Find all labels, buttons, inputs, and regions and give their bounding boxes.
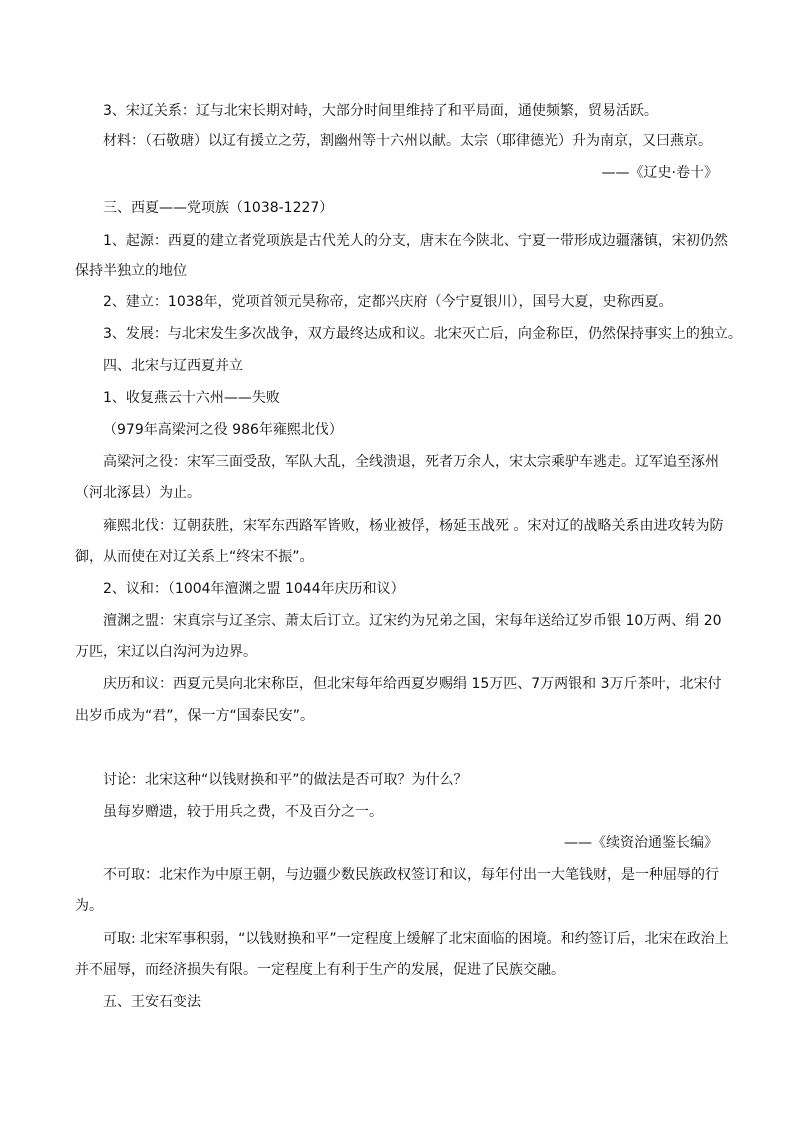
xixia-development-text: 3、发展：与北宋发生多次战争，双方最终达成和议。北宋灭亡后，向金称臣，仍然保持事实上的独立。: [103, 326, 742, 342]
for-line-1: 可取: 北宋军事积弱，“以钱财换和平”一定程度上缓解了北宋面临的困境。和约签订后，北宋在政治上: [103, 931, 729, 947]
quote-source-citation: ——《续资治通鉴长编》: [564, 835, 718, 851]
discussion-question: 讨论：北宋这种“以钱财换和平”的做法是否可取？为什么？: [103, 772, 468, 788]
liao-relation-text: 3、宋辽关系：辽与北宋长期对峙，大部分时间里维持了和平局面，通使频繁，贸易活跃。: [103, 103, 658, 119]
qingli-line-2: 出岁币成为“君”，保一方“国泰民安”。: [75, 708, 315, 724]
gaoliang-line-2: （河北涿县）为止。: [75, 485, 201, 501]
against-line-2: 为。: [75, 898, 103, 914]
wang-anshi-heading: 五、王安石变法: [103, 994, 201, 1010]
xixia-origin-line-1: 1、起源：西夏的建立者党项族是古代羌人的分支，唐末在今陕北、宁夏一带形成边疆藩镇，宋初仍然: [103, 233, 728, 249]
qingli-line-1: 庆历和议：西夏元昊向北宋称臣，但北宋每年给西夏岁赐绢 15万匹、7万两银和 3万斤茶叶，北宋付: [103, 676, 722, 692]
liao-source-citation: ——《辽史·卷十》: [601, 165, 718, 181]
xixia-founding-text: 2、建立：1038年，党项首领元昊称帝，定都兴庆府（今宁夏银川），国号大夏，史称西夏。: [103, 294, 673, 310]
recover-heading: 1、收复燕云十六州——失败: [103, 390, 280, 406]
yongxi-line-1: 雍熙北伐：辽朝获胜，宋军东西路军皆败，杨业被俘，杨延玉战死 。宋对辽的战略关系由进攻转为防: [103, 518, 724, 534]
for-line-2: 并不屈辱，而经济损失有限。一定程度上有利于生产的发展，促进了民族交融。: [75, 962, 565, 978]
gaoliang-line-1: 高梁河之役：宋军三面受敌，军队大乱，全线溃退，死者万余人，宋太宗乘驴车逃走。辽军追至涿州: [103, 454, 719, 470]
yongxi-line-2: 御，从而使在对辽关系上“终宋不振”。: [75, 549, 314, 565]
peace-heading: 2、议和：（1004年澶渊之盟 1044年庆历和议）: [103, 581, 405, 597]
xixia-heading: 三、西夏——党项族（1038-1227）: [103, 200, 334, 216]
chanyuan-line-1: 澶渊之盟：宋真宗与辽圣宗、萧太后订立。辽宋约为兄弟之国，宋每年送给辽岁币银 10万两、绢 20: [103, 613, 722, 629]
coexist-heading: 四、北宋与辽西夏并立: [103, 358, 243, 374]
xixia-origin-line-2: 保持半独立的地位: [75, 263, 187, 279]
historical-quote: 虽每岁赠遗，较于用兵之费，不及百分之一。: [103, 804, 383, 820]
liao-material-text: 材料：（石敬瑭）以辽有援立之劳，割幽州等十六州以献。太宗（耶律德光）升为南京，又曰燕京。: [103, 133, 712, 149]
chanyuan-line-2: 万匹，宋辽以白沟河为边界。: [75, 644, 257, 660]
against-line-1: 不可取：北宋作为中原王朝，与边疆少数民族政权签订和议，每年付出一大笔钱财，是一种屈辱的行: [103, 867, 719, 883]
recover-battles-text: （979年高梁河之役 986年雍熙北伐）: [103, 422, 343, 438]
